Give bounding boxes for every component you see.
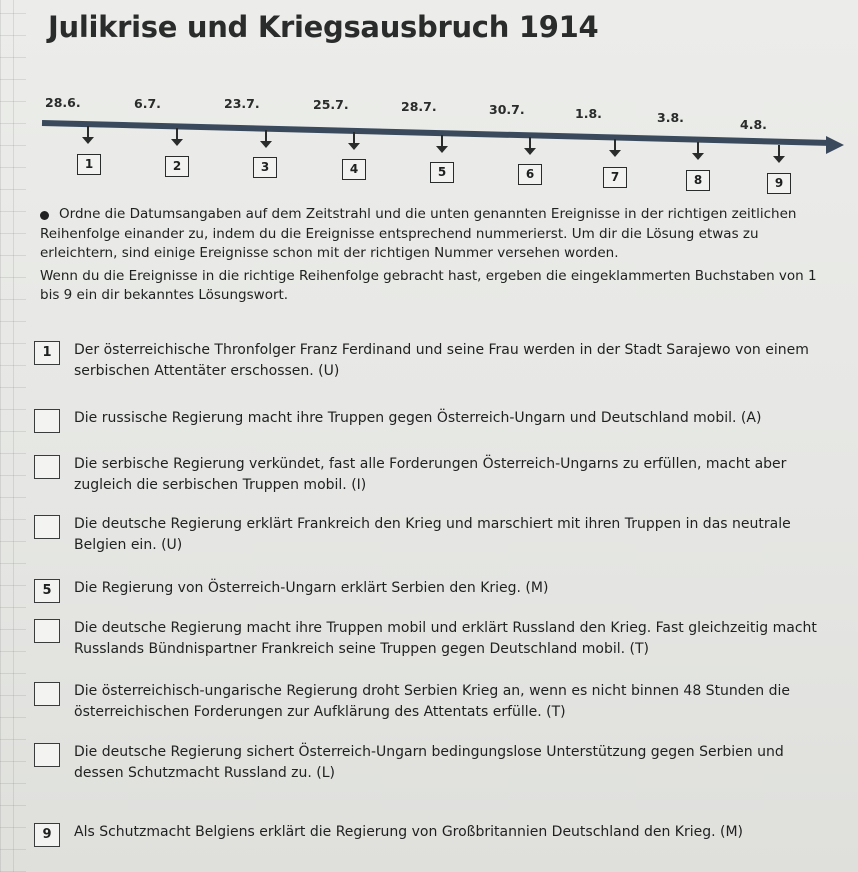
event-text: Die russische Regierung macht ihre Truppen gegen Österreich-Ungarn und Deutschland mobil. (A) <box>74 410 762 426</box>
instruction-paragraph: Ordne die Datumsangaben auf dem Zeitstrahl und die unten genannten Ereignisse in der richtigen zeitlichen Reihenfolge einander zu, indem du die Ereignisse entsprechend nummerierst. Um dir die Lösung etwas zu erleichtern, sind einige Ereignisse schon mit der richtigen Nummer versehen worden. <box>40 206 797 261</box>
timeline-box-4[interactable]: 4 <box>342 159 366 180</box>
answer-box[interactable] <box>34 743 60 767</box>
timeline-box-5[interactable]: 5 <box>430 162 454 183</box>
answer-box[interactable] <box>34 682 60 706</box>
timeline-date: 4.8. <box>740 117 767 132</box>
timeline-date: 6.7. <box>134 96 161 111</box>
event-text: Die serbische Regierung verkündet, fast alle Forderungen Österreich-Ungarns zu erfüllen, macht aber zugleich die serbischen Truppen mobil. (I) <box>74 456 787 493</box>
answer-box[interactable] <box>34 619 60 643</box>
timeline-box-9[interactable]: 9 <box>767 173 791 194</box>
timeline-box-7[interactable]: 7 <box>603 167 627 188</box>
timeline-box-8[interactable]: 8 <box>686 170 710 191</box>
timeline-tick <box>441 135 443 147</box>
timeline-date: 23.7. <box>224 96 260 111</box>
timeline-tick <box>614 139 616 151</box>
timeline-date: 30.7. <box>489 102 525 117</box>
timeline-tick <box>176 128 178 140</box>
event-text: Die deutsche Regierung erklärt Frankreich den Krieg und marschiert mit ihren Truppen in das neutrale Belgien ein. (U) <box>74 516 791 553</box>
timeline-date: 28.7. <box>401 99 437 114</box>
timeline-box-6[interactable]: 6 <box>518 164 542 185</box>
event-text: Die österreichisch-ungarische Regierung droht Serbien Krieg an, wenn es nicht binnen 48 Stunden die österreichischen Forderungen zur Aufklärung des Attentats erfülle. (T) <box>74 683 791 720</box>
timeline-box-2[interactable]: 2 <box>165 156 189 177</box>
timeline-tick <box>265 130 267 142</box>
timeline-box-1[interactable]: 1 <box>77 154 101 175</box>
timeline-tick <box>529 137 531 149</box>
answer-box[interactable]: 5 <box>34 579 60 603</box>
page-title: Julikrise und Kriegsausbruch 1914 <box>48 10 599 44</box>
answer-box[interactable] <box>34 409 60 433</box>
timeline-tick <box>353 132 355 144</box>
timeline-date: 1.8. <box>575 106 602 121</box>
instruction-paragraph: Wenn du die Ereignisse in die richtige Reihenfolge gebracht hast, ergeben die eingeklammerten Buchstaben von 1 bis 9 ein dir bekanntes Lösungswort. <box>40 267 817 303</box>
event-text: Die deutsche Regierung sichert Österreich-Ungarn bedingungslose Unterstützung gegen Serbien und dessen Schutzmacht Russland zu. (L) <box>74 744 784 781</box>
timeline-date: 25.7. <box>313 97 349 112</box>
timeline-arrowhead <box>826 136 844 154</box>
timeline-tick <box>778 145 780 157</box>
event-text: Die Regierung von Österreich-Ungarn erklärt Serbien den Krieg. (M) <box>74 580 549 596</box>
timeline-tick <box>87 126 89 138</box>
event-text: Die deutsche Regierung macht ihre Truppen mobil und erklärt Russland den Krieg. Fast gleichzeitig macht Russlands Bündnispartner Frankreich seine Truppen gegen Deutschland mobil. (T) <box>74 620 817 657</box>
task-instruction <box>40 205 830 306</box>
timeline-tick <box>697 142 699 154</box>
answer-box[interactable]: 9 <box>34 823 60 847</box>
timeline-box-3[interactable]: 3 <box>253 157 277 178</box>
event-text: Der österreichische Thronfolger Franz Ferdinand und seine Frau werden in der Stadt Sarajewo von einem serbischen Attentäter erschossen. (U) <box>74 342 809 379</box>
answer-box[interactable]: 1 <box>34 341 60 365</box>
timeline <box>0 0 858 200</box>
timeline-date: 28.6. <box>45 95 81 110</box>
timeline-date: 3.8. <box>657 110 684 125</box>
answer-box[interactable] <box>34 455 60 479</box>
event-text: Als Schutzmacht Belgiens erklärt die Regierung von Großbritannien Deutschland den Krieg. (M) <box>74 824 744 840</box>
answer-box[interactable] <box>34 515 60 539</box>
timeline-bar <box>42 120 832 146</box>
